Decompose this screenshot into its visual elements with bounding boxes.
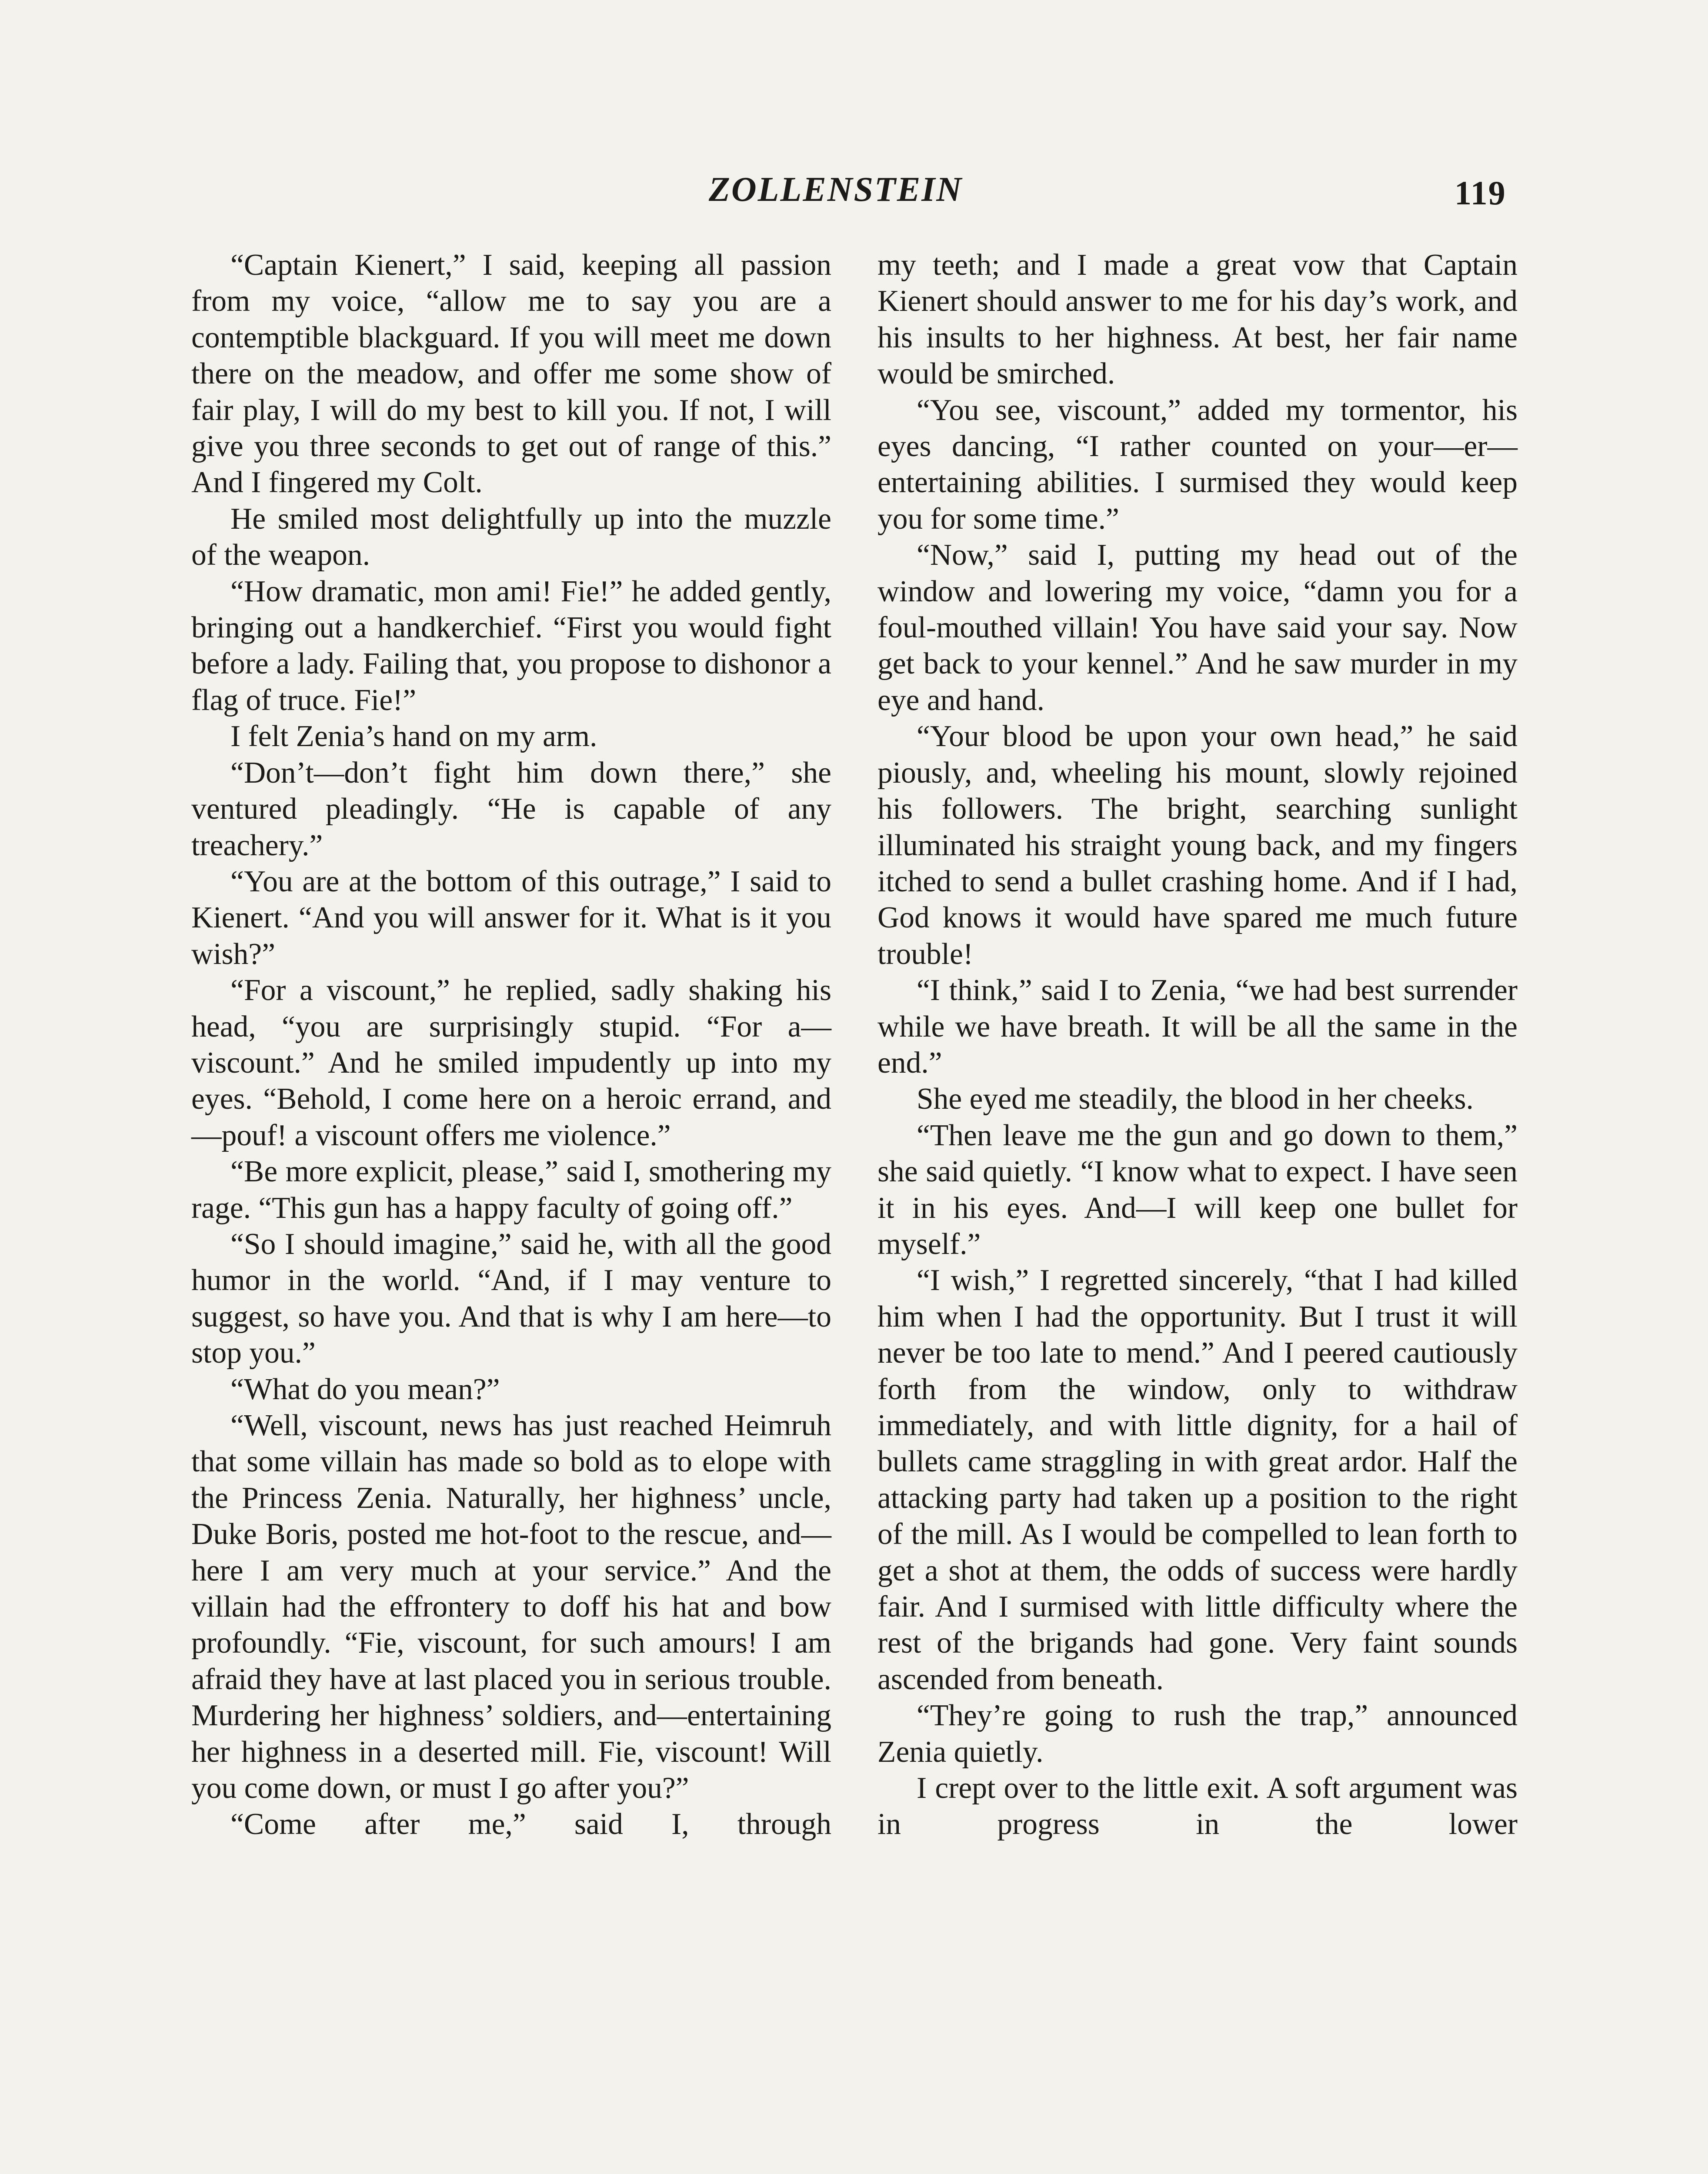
right-column <box>877 247 1518 1843</box>
left-column <box>191 247 831 1843</box>
paragraph: “You see, viscount,” added my tormentor, his eyes dancing, “I rather counted on your—er—entertaining abilities. I surmised they would keep you for some time.” <box>877 393 1518 536</box>
page-number: 119 <box>1454 174 1506 212</box>
paragraph: He smiled most delightfully up into the muzzle of the weapon. <box>191 502 831 572</box>
paragraph: “Be more explicit, please,” said I, smothering my rage. “This gun has a happy faculty of going off.” <box>191 1155 831 1225</box>
paragraph: She eyed me steadily, the blood in her cheeks. <box>917 1082 1474 1116</box>
paragraph: “Captain Kienert,” I said, keeping all passion from my voice, “allow me to say you are a contemptible blackguard. If you will meet me down there on the meadow, and offer me some show of fair play, I will do my best to kill you. If not, I will give you three seconds to get out of range of this.” And I fingered my Colt. <box>191 248 831 500</box>
paragraph: “Your blood be upon your own head,” he said piously, and, wheeling his mount, slowly rejoined his followers. The bright, searching sunlight illuminated his straight young back, and my fingers itched to send a bullet crashing home. And if I had, God knows it would have spared me much future trouble! <box>877 720 1518 971</box>
paragraph: “Come after me,” said I, through <box>230 1807 831 1841</box>
paragraph: “I wish,” I regretted sincerely, “that I had killed him when I had the opportunity. But I trust it will never be too late to mend.” And I peered cautiously forth from the window, only to withdraw immediately, and with little dignity, for a hail of bullets came straggling in with great ardor. Half the attacking party had taken up a position to the right of the mill. As I would be compelled to lean forth to get a shot at them, the odds of success were hardly fair. And I surmised with little difficulty where the rest of the brigands had gone. Very faint sounds ascended from beneath. <box>877 1264 1518 1696</box>
paragraph: “You are at the bottom of this outrage,” I said to Kienert. “And you will answer for it. What is it you wish?” <box>191 864 831 971</box>
paragraph: “Well, viscount, news has just reached Heimruh that some villain has made so bold as to elope with the Princess Zenia. Naturally, her highness’ uncle, Duke Boris, posted me hot-foot to the rescue, and—here I am very much at your service.” And the villain had the effrontery to doff his hat and bow profoundly. “Fie, viscount, for such amours! I am afraid they have at last placed you in serious trouble. Murdering her highness’ soldiers, and—entertaining her highness in a deserted mill. Fie, viscount! Will you come down, or must I go after you?” <box>191 1409 831 1805</box>
paragraph: my teeth; and I made a great vow that Captain Kienert should answer to me for his day’s work, and his insults to her highness. At best, her fair name would be smirched. <box>877 248 1518 391</box>
paragraph: “What do you mean?” <box>230 1372 500 1406</box>
paragraph: I felt Zenia’s hand on my arm. <box>230 720 597 754</box>
running-title: ZOLLENSTEIN <box>709 170 963 209</box>
paragraph: “Now,” said I, putting my head out of the window and lowering my voice, “damn you for a foul-mouthed villain! You have said your say. Now get back to your kennel.” And he saw murder in my eye and hand. <box>877 538 1518 717</box>
paragraph: “Then leave me the gun and go down to them,” she said quietly. “I know what to expect. I have seen it in his eyes. And—I will keep one bullet for myself.” <box>877 1118 1518 1261</box>
paragraph: I crept over to the little exit. A soft argument was in progress in the lower <box>877 1771 1518 1841</box>
paragraph: “They’re going to rush the trap,” announced Zenia quietly. <box>877 1699 1518 1769</box>
paragraph: “So I should imagine,” said he, with all the good humor in the world. “And, if I may venture to suggest, so have you. And that is why I am here—to stop you.” <box>191 1227 831 1370</box>
paragraph: “Don’t—don’t fight him down there,” she ventured pleadingly. “He is capable of any treachery.” <box>191 756 831 862</box>
paragraph: “For a viscount,” he replied, sadly shaking his head, “you are surprisingly stupid. “For a—viscount.” And he smiled impudently up into my eyes. “Behold, I come here on a heroic errand, and—pouf! a viscount offers me violence.” <box>191 974 831 1152</box>
paragraph: “How dramatic, mon ami! Fie!” he added gently, bringing out a handkerchief. “First you would fight before a lady. Failing that, you propose to dishonor a flag of truce. Fie!” <box>191 574 831 717</box>
paragraph: “I think,” said I to Zenia, “we had best surrender while we have breath. It will be all the same in the end.” <box>877 974 1518 1080</box>
